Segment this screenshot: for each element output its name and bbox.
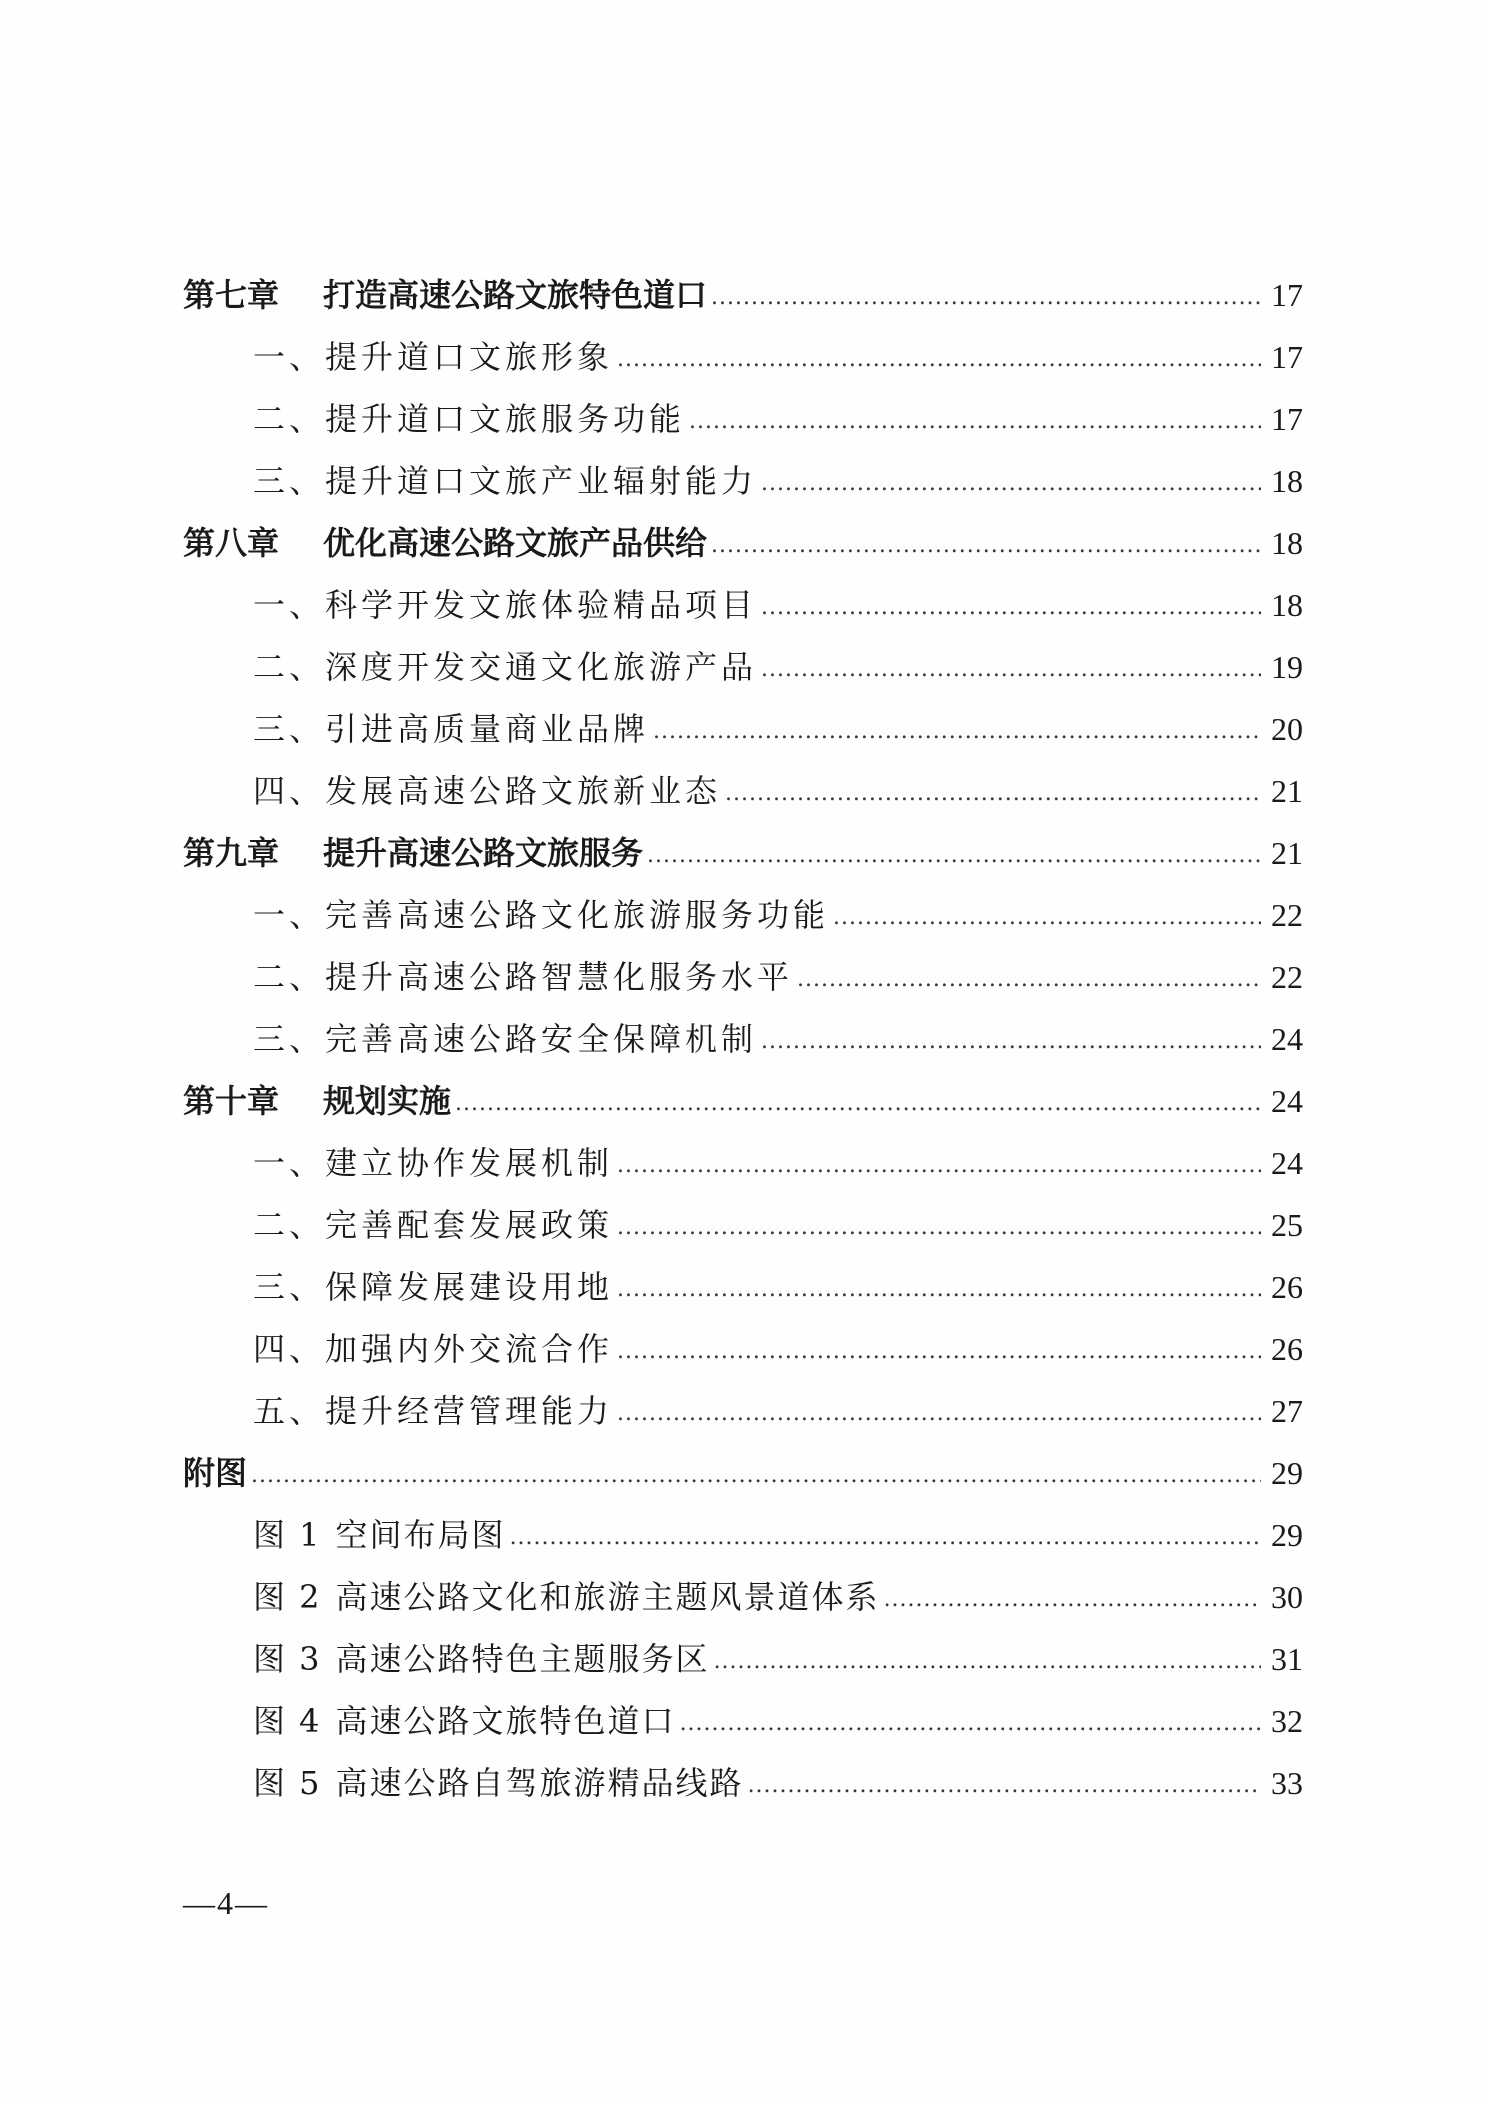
section-title: 四、发展高速公路文旅新业态 (253, 772, 722, 810)
page-number: 24 (1271, 1145, 1303, 1181)
page-number: 30 (1271, 1579, 1303, 1615)
figure-title: 高速公路文旅特色道口 (335, 1702, 676, 1740)
dot-leader (510, 1507, 1261, 1569)
chapter-number: 第八章 (183, 524, 280, 562)
chapter-title: 优化高速公路文旅产品供给 (323, 524, 708, 562)
toc-figure[interactable] (183, 1628, 1303, 1690)
toc-section[interactable] (183, 698, 1303, 760)
dot-leader (833, 887, 1261, 949)
page-number: 29 (1271, 1517, 1303, 1553)
figure-title: 高速公路自驾旅游精品线路 (335, 1764, 744, 1802)
section-title: 二、提升道口文旅服务功能 (253, 400, 686, 438)
toc-section[interactable] (183, 1008, 1303, 1070)
toc-section[interactable] (183, 326, 1303, 388)
chapter-number: 第七章 (183, 276, 280, 314)
chapter-number: 第九章 (183, 834, 280, 872)
chapter-title: 提升高速公路文旅服务 (323, 834, 644, 872)
section-title: 三、引进高质量商业品牌 (253, 710, 650, 748)
page-number: 21 (1271, 773, 1303, 809)
dot-leader (725, 763, 1261, 825)
figure-number: 图 3 (253, 1640, 322, 1678)
dot-leader (617, 1135, 1261, 1197)
toc-section[interactable] (183, 1256, 1303, 1318)
page-number: 18 (1271, 525, 1303, 561)
figure-number: 图 4 (253, 1702, 322, 1740)
page-number: 18 (1271, 587, 1303, 623)
toc-figure[interactable] (183, 1690, 1303, 1752)
page-number: 21 (1271, 835, 1303, 871)
toc-section[interactable] (183, 1132, 1303, 1194)
section-title: 一、建立协作发展机制 (253, 1144, 614, 1182)
toc-section[interactable] (183, 1318, 1303, 1380)
page-number: 20 (1271, 711, 1303, 747)
dot-leader (761, 453, 1261, 515)
figure-number: 图 2 (253, 1578, 322, 1616)
page-number: 27 (1271, 1393, 1303, 1429)
dot-leader (455, 1073, 1261, 1135)
figure-number: 图 1 (253, 1516, 322, 1554)
page-number: 18 (1271, 463, 1303, 499)
table-of-contents (183, 264, 1303, 1814)
toc-figure[interactable] (183, 1566, 1303, 1628)
section-title: 三、完善高速公路安全保障机制 (253, 1020, 758, 1058)
page-number: 25 (1271, 1207, 1303, 1243)
toc-chapter-8[interactable] (183, 512, 1303, 574)
section-title: 三、保障发展建设用地 (253, 1268, 614, 1306)
dot-leader (748, 1755, 1261, 1817)
section-title: 五、提升经营管理能力 (253, 1392, 614, 1430)
dot-leader (617, 1383, 1261, 1445)
toc-section[interactable] (183, 574, 1303, 636)
toc-chapter-7[interactable] (183, 264, 1303, 326)
toc-section[interactable] (183, 636, 1303, 698)
dot-leader (689, 391, 1261, 453)
toc-chapter-9[interactable] (183, 822, 1303, 884)
dot-leader (617, 1321, 1261, 1383)
section-title: 一、科学开发文旅体验精品项目 (253, 586, 758, 624)
dot-leader (761, 639, 1261, 701)
section-title: 一、提升道口文旅形象 (253, 338, 614, 376)
toc-section[interactable] (183, 450, 1303, 512)
toc-section[interactable] (183, 884, 1303, 946)
dot-leader (797, 949, 1261, 1011)
dot-leader (680, 1693, 1261, 1755)
page-number: 29 (1271, 1455, 1303, 1491)
toc-chapter-10[interactable] (183, 1070, 1303, 1132)
page-number: 24 (1271, 1083, 1303, 1119)
page-number: 33 (1271, 1765, 1303, 1801)
dot-leader (761, 577, 1261, 639)
page-number: 22 (1271, 897, 1303, 933)
page-number: 19 (1271, 649, 1303, 685)
toc-section[interactable] (183, 946, 1303, 1008)
page-number: 17 (1271, 401, 1303, 437)
section-title: 二、提升高速公路智慧化服务水平 (253, 958, 794, 996)
toc-section[interactable] (183, 1380, 1303, 1442)
section-title: 四、加强内外交流合作 (253, 1330, 614, 1368)
dot-leader (711, 267, 1261, 329)
page-number: 26 (1271, 1331, 1303, 1367)
footer-page-number: —4— (183, 1885, 269, 1921)
page-number: 31 (1271, 1641, 1303, 1677)
toc-figure[interactable] (183, 1504, 1303, 1566)
page-number: 24 (1271, 1021, 1303, 1057)
dot-leader (647, 825, 1261, 887)
dot-leader (761, 1011, 1261, 1073)
dot-leader (653, 701, 1261, 763)
page-number: 32 (1271, 1703, 1303, 1739)
dot-leader (714, 1631, 1261, 1693)
toc-section[interactable] (183, 760, 1303, 822)
section-title: 二、深度开发交通文化旅游产品 (253, 648, 758, 686)
toc-figure[interactable] (183, 1752, 1303, 1814)
toc-section[interactable] (183, 388, 1303, 450)
page-number: 17 (1271, 339, 1303, 375)
dot-leader (617, 1197, 1261, 1259)
figure-title: 高速公路特色主题服务区 (335, 1640, 710, 1678)
page-number: 17 (1271, 277, 1303, 313)
chapter-title: 打造高速公路文旅特色道口 (323, 276, 708, 314)
toc-section[interactable] (183, 1194, 1303, 1256)
figure-title: 高速公路文化和旅游主题风景道体系 (335, 1578, 880, 1616)
figure-title: 空间布局图 (335, 1516, 506, 1554)
dot-leader (617, 329, 1261, 391)
dot-leader (251, 1445, 1261, 1507)
chapter-title: 附图 (183, 1454, 248, 1492)
section-title: 二、完善配套发展政策 (253, 1206, 614, 1244)
section-title: 三、提升道口文旅产业辐射能力 (253, 462, 758, 500)
dot-leader (711, 515, 1261, 577)
toc-appendix-figures[interactable] (183, 1442, 1303, 1504)
section-title: 一、完善高速公路文化旅游服务功能 (253, 896, 830, 934)
chapter-title: 规划实施 (323, 1082, 452, 1120)
dot-leader (884, 1569, 1261, 1631)
page-number: 26 (1271, 1269, 1303, 1305)
page-number: 22 (1271, 959, 1303, 995)
figure-number: 图 5 (253, 1764, 322, 1802)
chapter-number: 第十章 (183, 1082, 280, 1120)
dot-leader (617, 1259, 1261, 1321)
